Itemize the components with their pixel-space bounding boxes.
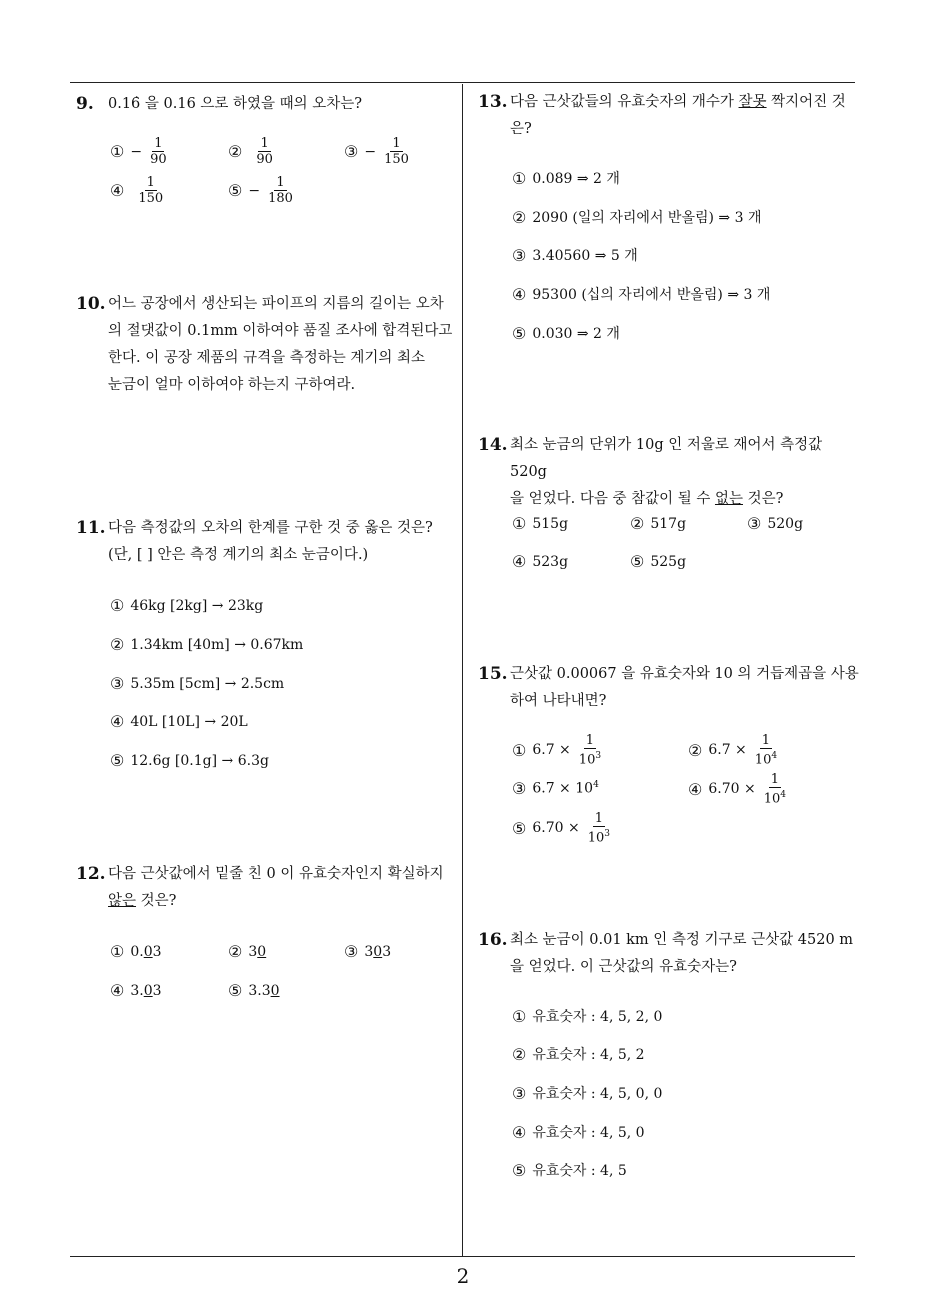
q11-option-1[interactable]: ① 46kg [2kg] → 23kg <box>110 596 264 615</box>
question-text: 0.16̇ 을 0.16 으로 하였을 때의 오차는? <box>108 96 363 112</box>
fraction: $\frac{1}{150}$ <box>384 136 409 167</box>
q12-option-5[interactable]: ⑤ 3.30 <box>228 981 280 1000</box>
q11-option-2[interactable]: ② 1.34km [40m] → 0.67km <box>110 635 304 654</box>
q9-option-1[interactable]: ① − $\frac{1}{90}$ <box>110 136 167 167</box>
question-line: 눈금이 얼마 이하여야 하는지 구하여라. <box>108 377 356 393</box>
q12-option-4[interactable]: ④ 3.03 <box>110 981 162 1000</box>
fraction: $\frac{1}{180}$ <box>268 175 293 206</box>
q15-option-5[interactable]: ⑤ 6.70 × $\frac{1}{10^3}$ <box>512 811 610 846</box>
q16-option-2[interactable]: ② 유효숫자 : 4, 5, 2 <box>512 1044 645 1064</box>
question-number: 13. <box>478 92 508 112</box>
question-number: 9. <box>76 94 94 114</box>
q16-option-3[interactable]: ③ 유효숫자 : 4, 5, 0, 0 <box>512 1083 663 1103</box>
question-line: 근삿값 0.00067 을 유효숫자와 10 의 거듭제곱을 사용 <box>510 666 859 682</box>
question-12 <box>76 861 461 915</box>
question-line: (단, [ ] 안은 측정 계기의 최소 눈금이다.) <box>108 547 369 563</box>
q11-option-3[interactable]: ③ 5.35m [5cm] → 2.5cm <box>110 674 285 693</box>
question-16 <box>478 927 863 981</box>
question-number: 11. <box>76 518 106 538</box>
q13-option-5[interactable]: ⑤ 0.030 ⇒ 2 개 <box>512 323 620 343</box>
question-number: 15. <box>478 664 508 684</box>
question-line: 않은 것은? <box>108 893 177 909</box>
fraction: $\frac{1}{90}$ <box>256 136 273 167</box>
q15-option-4[interactable]: ④ 6.70 × $\frac{1}{10^4}$ <box>688 772 786 807</box>
q13-option-2[interactable]: ② 2090 (일의 자리에서 반올림) ⇒ 3 개 <box>512 207 762 227</box>
fraction: $\frac{1}{10^3}$ <box>587 811 610 846</box>
column-divider <box>462 84 463 1256</box>
q14-option-4[interactable]: ④ 523g <box>512 552 569 571</box>
question-line: 한다. 이 공장 제품의 규격을 측정하는 계기의 최소 <box>108 350 426 366</box>
question-number: 14. <box>478 435 508 455</box>
question-number: 16. <box>478 930 508 950</box>
q9-option-4[interactable]: ④ $\frac{1}{150}$ <box>110 175 164 206</box>
question-15 <box>478 661 863 715</box>
question-line: 다음 측정값의 오차의 한계를 구한 것 중 옳은 것은? <box>108 520 433 536</box>
q13-option-4[interactable]: ④ 95300 (십의 자리에서 반올림) ⇒ 3 개 <box>512 284 771 304</box>
question-number: 12. <box>76 864 106 884</box>
question-line: 최소 눈금의 단위가 10g 인 저울로 재어서 측정값 520g <box>510 437 823 480</box>
question-line: 을 얻었다. 이 근삿값의 유효숫자는? <box>510 959 737 975</box>
q14-option-1[interactable]: ① 515g <box>512 514 569 533</box>
question-line: 을 얻었다. 다음 중 참값이 될 수 없는 것은? <box>510 491 784 507</box>
q9-option-2[interactable]: ② $\frac{1}{90}$ <box>228 136 273 167</box>
fraction: $\frac{1}{10^4}$ <box>763 772 786 807</box>
question-11 <box>76 515 461 569</box>
q14-option-5[interactable]: ⑤ 525g <box>630 552 687 571</box>
question-line: 다음 근삿값에서 밑줄 친 0 이 유효숫자인지 확실하지 <box>108 866 444 882</box>
fraction: $\frac{1}{90}$ <box>150 136 167 167</box>
top-rule <box>70 82 855 83</box>
q16-option-1[interactable]: ① 유효숫자 : 4, 5, 2, 0 <box>512 1006 663 1026</box>
q15-option-2[interactable]: ② 6.7 × $\frac{1}{10^4}$ <box>688 733 778 768</box>
question-10 <box>76 291 461 399</box>
q15-option-3[interactable]: ③ $6.7 \times 10^4$ <box>512 779 599 798</box>
question-line: 어느 공장에서 생산되는 파이프의 지름의 길이는 오차 <box>108 296 444 312</box>
q11-option-5[interactable]: ⑤ 12.6g [0.1g] → 6.3g <box>110 751 269 770</box>
fraction: $\frac{1}{10^4}$ <box>754 733 778 768</box>
q9-option-3[interactable]: ③ − $\frac{1}{150}$ <box>344 136 409 167</box>
question-14 <box>478 432 863 513</box>
q14-option-3[interactable]: ③ 520g <box>747 514 804 533</box>
fraction: $\frac{1}{10^3}$ <box>578 733 602 768</box>
question-line: 의 절댓값이 0.1mm 이하여야 품질 조사에 합격된다고 <box>108 323 453 339</box>
q11-option-4[interactable]: ④ 40L [10L] → 20L <box>110 712 248 731</box>
question-9 <box>76 91 461 118</box>
q13-option-3[interactable]: ③ 3.40560 ⇒ 5 개 <box>512 245 638 265</box>
q16-option-4[interactable]: ④ 유효숫자 : 4, 5, 0 <box>512 1122 645 1142</box>
q13-option-1[interactable]: ① 0.089 ⇒ 2 개 <box>512 168 620 188</box>
q12-option-1[interactable]: ① 0.03 <box>110 942 162 961</box>
q15-option-1[interactable]: ① 6.7 × $\frac{1}{10^3}$ <box>512 733 602 768</box>
q12-option-2[interactable]: ② 30 <box>228 942 267 961</box>
question-13 <box>478 89 863 143</box>
q9-option-5[interactable]: ⑤ − $\frac{1}{180}$ <box>228 175 293 206</box>
bottom-rule <box>70 1256 855 1257</box>
page-number: 2 <box>456 1264 470 1288</box>
q14-option-2[interactable]: ② 517g <box>630 514 687 533</box>
question-line: 다음 근삿값들의 유효숫자의 개수가 잘못 짝지어진 것 <box>510 94 846 110</box>
q12-option-3[interactable]: ③ 303 <box>344 942 392 961</box>
question-number: 10. <box>76 294 106 314</box>
question-line: 최소 눈금이 0.01 km 인 측정 기구로 근삿값 4520 m <box>510 932 854 948</box>
question-line: 은? <box>510 121 532 137</box>
q16-option-5[interactable]: ⑤ 유효숫자 : 4, 5 <box>512 1160 627 1180</box>
question-line: 하여 나타내면? <box>510 693 607 709</box>
fraction: $\frac{1}{150}$ <box>138 175 164 206</box>
